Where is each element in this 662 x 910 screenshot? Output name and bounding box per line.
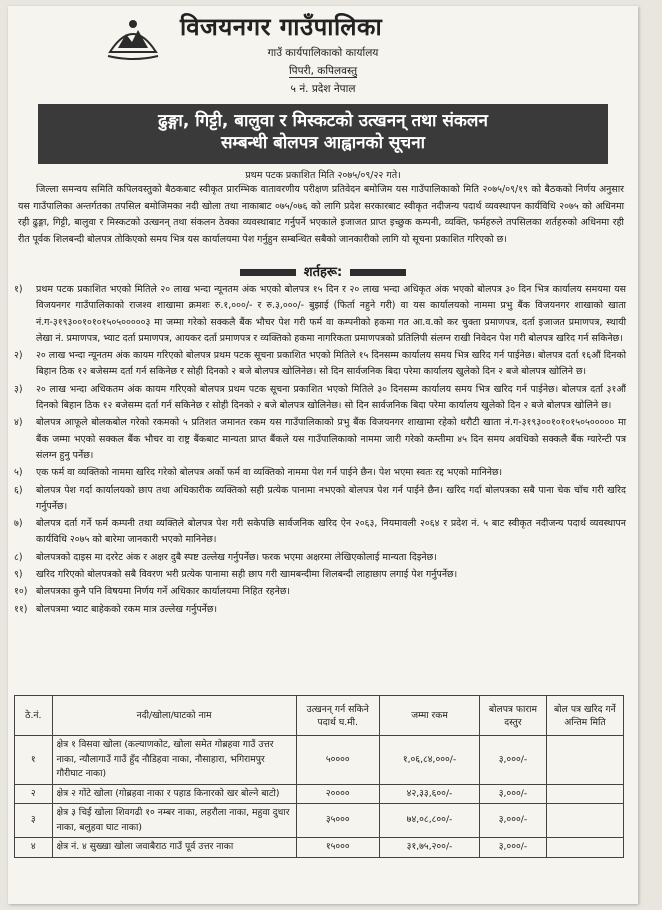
col-header-amount: जम्मा रकम (379, 696, 479, 736)
col-header-name: नदी/खोला/घाटको नाम (52, 696, 296, 736)
notice-page (8, 6, 638, 904)
col-header-sn: ठे.नं. (15, 696, 53, 736)
cell-amount: ३१,७५,२००/- (379, 838, 479, 858)
condition-number: ६) (14, 484, 23, 496)
cell-date (546, 804, 623, 838)
heading-rule-left (240, 269, 296, 276)
cell-volume: ३५००० (296, 804, 379, 838)
conditions-list (14, 282, 626, 619)
table-row (15, 736, 624, 785)
condition-number: ८) (14, 551, 23, 563)
condition-number: ११) (14, 603, 28, 615)
condition-text: बोलपत्रको दाइस मा दररेट अंक र अक्षर दुबै स्पष्ट उल्लेख गर्नुपर्नेछ। फरक भएमा अक्षरमा लेखिएकोलाई मान्यता दिइनेछ। (36, 551, 437, 563)
condition-text: २० लाख भन्दा न्यूनतम अंक कायम गरिएको बोलपत्र प्रथम पटक सूचना प्रकाशित भएको मितिले १५ दिनसम्म कार्यालय समय भित्र खरिद गर्न पाईनेछ। बोलपत्र दर्ता १६औं दिनको बिहान ठिक १२ बजेसम्म दर्ता गर्न सकिनेछ र सोही दिनको २ बजे बोलपत्र खोलिनेछ। सो दिन सार्वजनिक बिदा परेमा कार्यालय खुलेको दिन २ बजे बोलपत्र खोलिने छ। (36, 350, 626, 378)
condition-item (14, 567, 626, 583)
cell-date (546, 736, 623, 785)
condition-item (14, 465, 626, 481)
heading-rule-right (350, 269, 406, 276)
banner-line-2: सम्बन्धी बोलपत्र आह्वानको सूचना (220, 133, 426, 153)
condition-text: बोलपत्र पेश गर्दा कार्यालयको छाप तथा अधिकारीक व्यक्तिको सही प्रत्येक पानामा नभएको बोलपत्र पेश गर्न पाईने छैन। खरिद गर्दा बोलपत्रका सबै पाना चेक चाँच गरी खरिद गर्नुपर्नेछ। (36, 484, 626, 512)
condition-text: बोलपत्रमा भ्याट बाहेकको रकम मात्र उल्लेख गर्नुपर्नेछ। (36, 603, 218, 615)
table-row (15, 784, 624, 804)
condition-item (14, 415, 626, 464)
cell-amount: १,०६,८४,०००/- (379, 736, 479, 785)
cell-date (546, 784, 623, 804)
condition-item (14, 348, 626, 381)
cell-name: क्षेत्र नं. ४ सुख्खा खोला जवाबैराठ गाउँ पूर्व उत्तर नाका (52, 838, 296, 858)
cell-name: क्षेत्र ३ चिर्ई खोला शिवगढी १० नम्बर नाका, लहरौला नाका, महुवा दुधार नाका, बलुहवा घाट नाका) (52, 804, 296, 838)
condition-number: ३) (14, 383, 23, 395)
table-header-row (15, 696, 624, 736)
cell-sn: २ (15, 784, 53, 804)
condition-number: ९) (14, 569, 23, 581)
condition-item (14, 550, 626, 566)
condition-number: ४) (14, 417, 23, 429)
condition-number: २) (14, 350, 23, 362)
condition-text: खरिद गरिएको बोलपत्रको सबै विवरण भरी प्रत्येक पानामा सही छाप गरी खामबन्दीमा शिलबन्दी लाहाछाप लगाई पेश गर्नुपर्नेछ। (36, 569, 458, 581)
condition-number: १) (14, 284, 23, 295)
table-row (15, 804, 624, 838)
condition-item (14, 584, 626, 600)
table-row (15, 838, 624, 858)
cell-date (546, 838, 623, 858)
condition-text: प्रथम पटक प्रकाशित भएको मितिले २० लाख भन्दा न्यूनतम अंक भएको बोलपत्र १५ दिन र २० लाख भन्दा अधिकृत अंक भएको बोलपत्र ३० दिन भित्र कार्यालय समयमा यस विजयनगर गाउँपालिकाको राजश्व शाखामा क्रमशः रु.१,०००/- र रु.३,०००/- बुझाई (फिर्ता नहुने गरी) वा यस कार्यालयको नाममा प्रभु बैंक विजयनगर शाखाको खाता नं.ग-३१९३००१०१०१५०५०००००३ मा जम्मा गरेको सक्कलै बैंक भौचर पेश गरी फर्म वा कम्पनीको हकमा गत आ.व.को कर चुक्ता प्रमाणपत्र, दर्ता इजाजत प्रमाणपत्र, स्थायी लेखा नं. प्रमाणपत्र, भ्याट दर्ता प्रमाणपत्र, आयकर दर्ता प्रमाणपत्र र व्यक्तिको हकमा नागरिकता प्रमाणपत्रको प्रतिलिपी संलग्न राखी निवेदन पेश गरी बोलपत्र खरिद गर्न सकिनेछ। (36, 284, 626, 344)
cell-name: क्षेत्र १ विसवा खोला (कल्याणकोट, खोला समेत गोब्रहवा गाउँ उत्तर नाका, न्यौलागाउँ गाउँ हुँद नौडिहवा नाका, नौसाहारा, भगिरामपुर गौरीघाट नाका) (52, 736, 296, 785)
cell-fee: ३,०००/- (480, 736, 547, 785)
cell-volume: ५०००० (296, 736, 379, 785)
cell-fee: ३,०००/- (480, 804, 547, 838)
condition-text: २० लाख भन्दा अधिकतम अंक कायम गरिएको बोलपत्र प्रथम पटक सूचना प्रकाशित भएको मितिले ३० दिनसम्म कार्यालय समय भित्र खरिद गर्न पाईनेछ। बोलपत्र दर्ता ३१औं दिनको बिहान ठिक १२ बजेसम्म दर्ता गर्न सकिनेछ र सोही दिनको २ बजे बोलपत्र खोलिनेछ। सो दिन सार्वजनिक बिदा परेमा कार्यालय खुलेको दिन २ बजे बोलपत्र खोलिने छ। (36, 383, 626, 412)
notice-header (8, 6, 638, 106)
notice-banner (38, 104, 608, 164)
cell-volume: २०००० (296, 784, 379, 804)
tender-table (14, 695, 624, 858)
condition-item (14, 516, 626, 549)
condition-text: बोलपत्र आफूले बोलकबोल गरेको रकमको ५ प्रतिशत जमानत रकम यस गाउँपालिकाको प्रभु बैंक विजयनगर शाखामा रहेको धरौटी खाता नं.ग-३१९३००१०१०१५०५००००० मा बैंक जम्मा भएको सक्कल बैंक भौचर वा राष्ट्र बैंकबाट मान्यता प्राप्त बैंकले यस गाउँपालिकाको नाममा जारी गरेको कम्तीमा ४५ दिन समय अवधिको सक्कलै बैंक ग्यारेन्टी पत्र संलग्न हुनु पर्नेछ। (36, 417, 626, 461)
conditions-heading: शर्तहरू: (8, 262, 638, 280)
intro-paragraph: जिल्ला समन्वय समिति कपिलवस्तुको बैठकबाट स्वीकृत प्रारम्भिक वातावरणीय परीक्षण प्रतिवेदन बमोजिम यस गाउँपालिकाको मिति २०७५/०९/१९ को बैठकको निर्णय अनुसार यस गाउँपालिका अन्तर्गतका तपसिल बमोजिमका नदी खोला तथा नाकाबाट ०७५/०७६ को लागि प्रदेश सरकारबाट स्वीकृत नदीजन्य पदार्थ व्यवस्थापन कार्यविधि २०७५ को अधिनमा रही ढुङ्गा, गिट्टी, बालुवा र मिस्कटको उत्खनन् तथा संकलन ठेक्का व्यवस्थाबाट गर्नुपर्ने भएकाले इजाजत प्राप्त इच्छुक कम्पनी, व्यक्ति, फर्महरुले तपसिलका शर्तहरुको अधिनमा रही रीत पूर्वक शिलबन्दी बोलपत्र तोकिएको समय भित्र यस कार्यालयमा पेश गर्नुहुन सम्बन्धित सबैको जानकारीको लागि यो सूचना प्रकाशित गरिएको छ। (18, 184, 624, 246)
col-header-volume: उत्खनन् गर्न सकिने पदार्थ घ.मी. (296, 696, 379, 736)
banner-line-1: ढुङ्गा, गिट्टी, बालुवा र मिस्कटको उत्खनन् तथा संकलन (158, 111, 488, 131)
col-header-date: बोल पत्र खरिद गर्ने अन्तिम मिति (546, 696, 623, 736)
condition-text: बोलपत्र दर्ता गर्ने फर्म कम्पनी तथा व्यक्तिले बोलपत्र पेश गरी सकेपछि सार्वजनिक खरिद ऐन २०६३, नियमावली २०६४ र प्रदेश नं. ५ बाट स्वीकृत नदीजन्य पदार्थ व्यवस्थापन कार्यविधि २०७५ को बारेमा जानकारी भएको मानिनेछ। (36, 518, 626, 546)
condition-item (14, 382, 626, 415)
condition-number: ५) (14, 467, 23, 479)
cell-volume: १५००० (296, 838, 379, 858)
office-province: ५ नं. प्रदेश नेपाल (290, 83, 356, 95)
condition-item (14, 483, 626, 516)
office-name: गाउँ कार्यपालिकाको कार्यालय (267, 47, 379, 59)
col-header-fee: बोलपत्र फाराम दस्तुर (480, 696, 547, 736)
condition-text: एक फर्म वा व्यक्तिको नाममा खरिद गरेको बोलपत्र अर्को फर्म वा व्यक्तिको नाममा पेश गर्न पाईने छैन। पेश भएमा स्वतः रद्द भएको मानिनेछ। (36, 467, 503, 479)
published-date: प्रथम पटक प्रकाशित मिति २०७५/०९/२२ गते। (245, 170, 401, 181)
cell-amount: ४२,३३,६००/- (379, 784, 479, 804)
cell-sn: १ (15, 736, 53, 785)
condition-text: बोलपत्रका कुनै पनि विषयमा निर्णय गर्ने अधिकार कार्यालयमा निहित रहनेछ। (36, 586, 290, 598)
cell-name: क्षेत्र २ गोंटे खोला (गोब्रहवा नाका र पहाड किनारको खर बोल्ने बाटो) (52, 784, 296, 804)
condition-item (14, 602, 626, 618)
cell-sn: ३ (15, 804, 53, 838)
condition-number: १०) (14, 586, 28, 598)
cell-sn: ४ (15, 838, 53, 858)
condition-item (14, 282, 626, 347)
cell-fee: ३,०००/- (480, 784, 547, 804)
office-place: पिपरी, कपिलवस्तु (288, 65, 358, 77)
cell-amount: ७४,०८,८००/- (379, 804, 479, 838)
municipality-title: विजयनगर गाउँपालिका (180, 13, 383, 41)
condition-number: ७) (14, 518, 23, 530)
cell-fee: ३,०००/- (480, 838, 547, 858)
